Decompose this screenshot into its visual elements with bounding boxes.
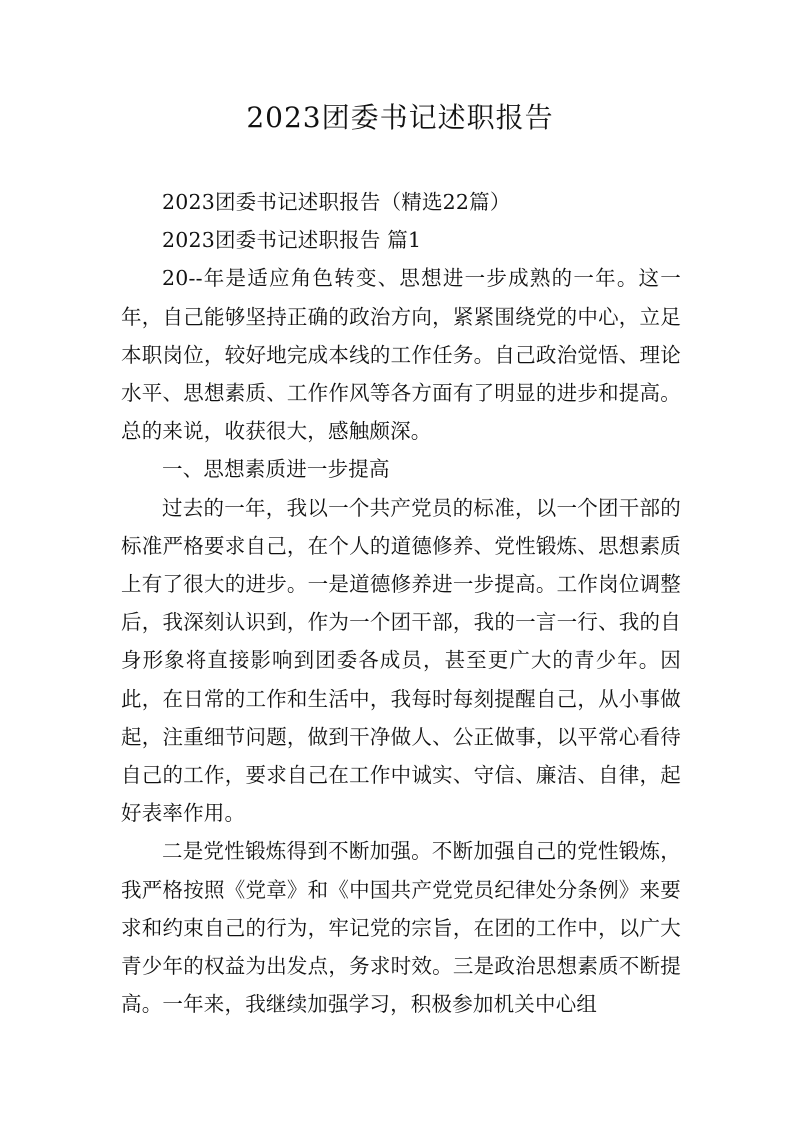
paragraph-section-heading: 2023团委书记述职报告 篇1	[162, 228, 422, 253]
paragraph-body-2: 二是党性锻炼得到不断加强。不断加强自己的党性锻炼，我严格按照《党章》和《中国共产党党员纪律处分条例》来要求和约束自己的行为，牢记党的宗旨，在团的工作中，以广大青少年的权益为出发点，务求时效。三是政治思想素质不断提高。一年来，我继续加强学习，积极参加机关中心组	[121, 839, 681, 1017]
paragraph-body-1: 过去的一年，我以一个共产党员的标准，以一个团干部的标准严格要求自己，在个人的道德修养、党性锻炼、思想素质上有了很大的进步。一是道德修养进一步提高。工作岗位调整后，我深刻认识到，作为一个团干部，我的一言一行、我的自身形象将直接影响到团委各成员，甚至更广大的青少年。因此，在日常的工作和生活中，我每时每刻提醒自己，从小事做起，注重细节问题，做到干净做人、公正做事，以平常心看待自己的工作，要求自己在工作中诚实、守信、廉洁、自律，起好表率作用。	[121, 495, 681, 826]
paragraph-intro: 20--年是适应角色转变、思想进一步成熟的一年。这一年，自己能够坚持正确的政治方向，紧紧围绕党的中心，立足本职岗位，较好地完成本线的工作任务。自己政治觉悟、理论水平、思想素质、工作作风等各方面有了明显的进步和提高。总的来说，收获很大，感触颇深。	[121, 266, 681, 444]
paragraph-heading-1: 一、思想素质进一步提高	[162, 457, 390, 482]
paragraph-subtitle: 2023团委书记述职报告（精选22篇）	[162, 190, 511, 214]
document-body	[121, 183, 681, 1023]
document-title: 2023团委书记述职报告	[246, 101, 554, 134]
